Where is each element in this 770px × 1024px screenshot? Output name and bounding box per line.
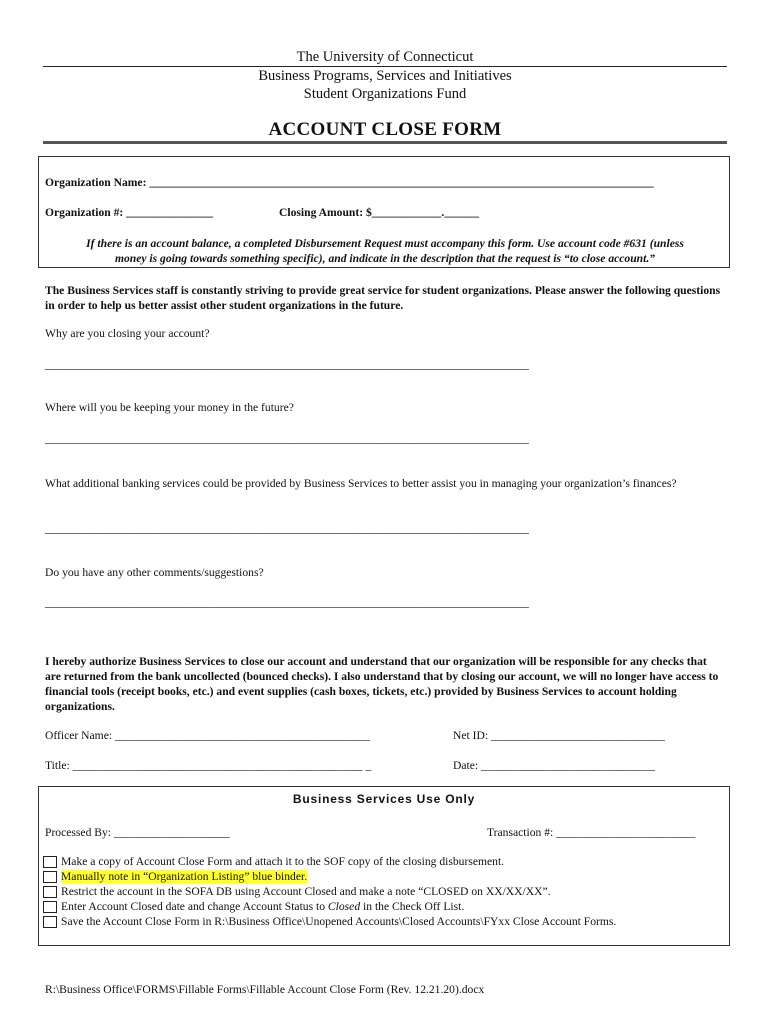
closing-amount-field[interactable]: Closing Amount: $____________.______ bbox=[279, 206, 480, 219]
question-banking-services: What additional banking services could be provided by Business Services to better assist you in managing your organization’s finances? bbox=[45, 477, 677, 490]
department-name: Business Programs, Services and Initiatives bbox=[258, 68, 512, 84]
answer-line-closing-reason[interactable]: _____________________________________________________________________________________________ bbox=[45, 358, 529, 371]
fund-name: Student Organizations Fund bbox=[303, 86, 467, 102]
date-field[interactable]: Date: ______________________________ bbox=[453, 759, 655, 772]
net-id-field[interactable]: Net ID: ______________________________ bbox=[453, 729, 665, 742]
title-field[interactable]: Title: __________________________________________________ _ bbox=[45, 759, 372, 772]
checkbox-organization-listing[interactable] bbox=[43, 871, 57, 883]
checklist-item-copy-form: Make a copy of Account Close Form and attach it to the SOF copy of the closing disbursement. bbox=[61, 855, 505, 868]
checkbox-save-form[interactable] bbox=[43, 916, 57, 928]
authorization-statement: I hereby authorize Business Services to close our account and understand that our organization will be responsible for any checks that are returned from the bank uncollected (bounced checks). I also understand that by closing our account, we will no longer have access to financial tools (receipt books, etc.) and event supplies (cash boxes, tickets, etc.) provided by Business Services to account holding organizations. bbox=[45, 655, 719, 713]
checklist-item-restrict-account: Restrict the account in the SOFA DB using Account Closed and make a note “CLOSED on XX/XX/XX”. bbox=[61, 885, 551, 898]
checklist-item-save-form: Save the Account Close Form in R:\Business Office\Unopened Accounts\Closed Accounts\FYxx Close Account Forms. bbox=[61, 915, 617, 928]
checkbox-copy-form[interactable] bbox=[43, 856, 57, 868]
answer-line-future-money[interactable]: _____________________________________________________________________________________________ bbox=[45, 432, 529, 445]
processed-by-field[interactable]: Processed By: ____________________ bbox=[45, 826, 230, 839]
checklist-item-enter-closed-date bbox=[61, 900, 464, 913]
header-rule bbox=[43, 66, 727, 67]
file-path-footer: R:\Business Office\FORMS\Fillable Forms\Fillable Account Close Form (Rev. 12.21.20).docx bbox=[45, 983, 485, 996]
transaction-number-field[interactable]: Transaction #: ________________________ bbox=[487, 826, 696, 839]
question-comments: Do you have any other comments/suggestions? bbox=[45, 566, 264, 579]
university-name: The University of Connecticut bbox=[296, 49, 474, 65]
closed-status-text: Closed bbox=[327, 900, 361, 913]
answer-line-comments[interactable]: _____________________________________________________________________________________________ bbox=[45, 596, 529, 609]
checklist-text-before: Enter Account Closed date and change Account Status to bbox=[61, 900, 328, 913]
question-future-money: Where will you be keeping your money in the future? bbox=[45, 401, 294, 414]
answer-line-banking-services[interactable]: _____________________________________________________________________________________________ bbox=[45, 522, 529, 535]
title-rule bbox=[43, 141, 727, 144]
checklist-text-after: in the Check Off List. bbox=[360, 900, 465, 913]
organization-name-field[interactable]: Organization Name: _______________________________________________________________________________________ bbox=[45, 176, 654, 189]
checklist-item-organization-listing: Manually note in “Organization Listing” blue binder. bbox=[61, 870, 308, 883]
form-title: ACCOUNT CLOSE FORM bbox=[268, 119, 502, 140]
business-use-heading: Business Services Use Only bbox=[292, 792, 476, 806]
intro-paragraph: The Business Services staff is constantly striving to provide great service for student organizations. Please answer the following questions in order to help us better assist other student organizations in the future. bbox=[45, 284, 721, 312]
balance-note-line2: money is going towards something specific), and indicate in the description that the request is “to close account.” bbox=[114, 252, 656, 265]
checkbox-enter-closed-date[interactable] bbox=[43, 901, 57, 913]
officer-name-field[interactable]: Officer Name: ____________________________________________ bbox=[45, 729, 371, 742]
checkbox-restrict-account[interactable] bbox=[43, 886, 57, 898]
organization-number-field[interactable]: Organization #: _______________ bbox=[45, 206, 214, 219]
balance-note-line1: If there is an account balance, a completed Disbursement Request must accompany this form. Use account code #631 (unless bbox=[86, 237, 684, 250]
question-closing-reason: Why are you closing your account? bbox=[45, 327, 210, 340]
